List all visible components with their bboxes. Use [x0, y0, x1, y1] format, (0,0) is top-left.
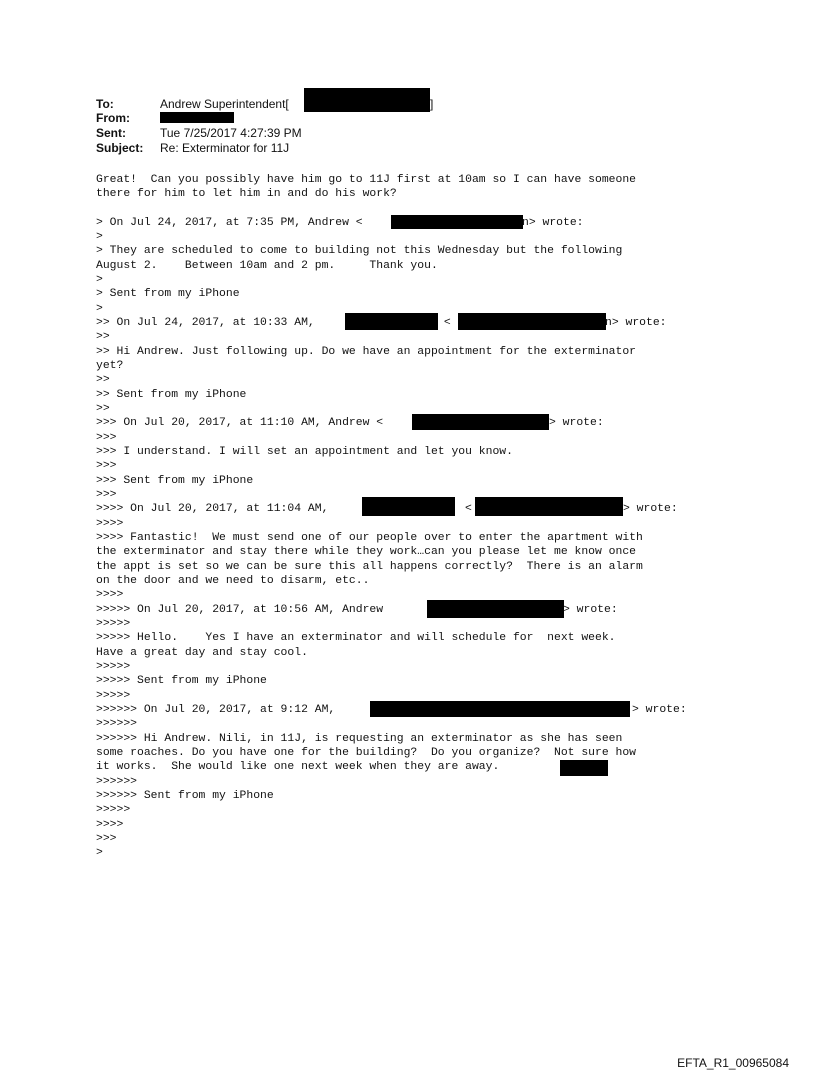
- to-label: To:: [96, 97, 114, 111]
- body-line: on the door and we need to disarm, etc..: [96, 575, 370, 587]
- body-line: >: [96, 847, 103, 859]
- body-line: >>>: [96, 460, 117, 472]
- body-line: >>>>>>: [96, 776, 138, 788]
- body-line: n> wrote:: [605, 317, 667, 329]
- body-line: the appt is set so we can be sure this all happens correctly? There is an alarm: [96, 561, 643, 573]
- redaction-box: [412, 414, 549, 430]
- body-line: >>>>>> Sent from my iPhone: [96, 790, 274, 802]
- body-line: >: [96, 231, 103, 243]
- body-line: August 2. Between 10am and 2 pm. Thank you.: [96, 260, 438, 272]
- body-line: n> wrote:: [522, 217, 584, 229]
- body-line: >>>>> Hello. Yes I have an exterminator and will schedule for next week.: [96, 632, 616, 644]
- body-line: <: [465, 503, 472, 515]
- redaction-box: [370, 701, 630, 717]
- body-line: > wrote:: [632, 704, 687, 716]
- body-line: >>>>: [96, 819, 124, 831]
- body-line: >>: [96, 331, 110, 343]
- body-line: >>>>>> On Jul 20, 2017, at 9:12 AM,: [96, 704, 336, 716]
- body-line: >>> Sent from my iPhone: [96, 475, 254, 487]
- body-line: >>> On Jul 20, 2017, at 11:10 AM, Andrew <: [96, 417, 384, 429]
- body-line: >>>>> On Jul 20, 2017, at 10:56 AM, Andrew: [96, 604, 384, 616]
- body-line: >>>>: [96, 589, 124, 601]
- body-line: there for him to let him in and do his work?: [96, 188, 397, 200]
- body-line: >>>>>> Hi Andrew. Nili, in 11J, is requesting an exterminator as she has seen: [96, 733, 623, 745]
- redaction-box: [345, 313, 438, 330]
- body-line: >>>>>>: [96, 718, 138, 730]
- body-line: > wrote:: [623, 503, 678, 515]
- body-line: >>>> Fantastic! We must send one of our people over to enter the apartment with: [96, 532, 643, 544]
- to-close-bracket: ]: [430, 97, 434, 111]
- redaction-box: [560, 760, 608, 776]
- body-line: <: [437, 317, 451, 329]
- body-line: Have a great day and stay cool.: [96, 647, 308, 659]
- body-line: >>>>>: [96, 618, 131, 630]
- body-line: >> Hi Andrew. Just following up. Do we have an appointment for the exterminator: [96, 346, 637, 358]
- body-line: some roaches. Do you have one for the building? Do you organize? Not sure how: [96, 747, 637, 759]
- body-line: >>>>> Sent from my iPhone: [96, 675, 267, 687]
- body-line: >>: [96, 403, 110, 415]
- body-line: yet?: [96, 360, 124, 372]
- body-line: >>>> On Jul 20, 2017, at 11:04 AM,: [96, 503, 329, 515]
- body-line: >>> I understand. I will set an appointment and let you know.: [96, 446, 513, 458]
- body-line: >>>: [96, 432, 117, 444]
- body-line: >> On Jul 24, 2017, at 10:33 AM,: [96, 317, 315, 329]
- body-line: > wrote:: [549, 417, 604, 429]
- body-line: > wrote:: [563, 604, 618, 616]
- body-line: >>>>: [96, 518, 124, 530]
- body-line: >> Sent from my iPhone: [96, 389, 247, 401]
- body-line: >>>: [96, 489, 117, 501]
- body-line: >>>: [96, 833, 117, 845]
- redaction-box: [304, 88, 430, 112]
- body-line: >: [96, 303, 103, 315]
- redaction-box: [427, 600, 564, 618]
- body-line: >>>>>: [96, 690, 131, 702]
- redaction-box: [475, 497, 623, 516]
- body-line: > They are scheduled to come to building not this Wednesday but the following: [96, 245, 623, 257]
- subject-value: Re: Exterminator for 11J: [160, 141, 290, 155]
- body-line: > Sent from my iPhone: [96, 288, 240, 300]
- sent-value: Tue 7/25/2017 4:27:39 PM: [160, 126, 302, 140]
- body-line: >>>>>: [96, 804, 131, 816]
- redaction-box: [391, 215, 523, 229]
- body-line: > On Jul 24, 2017, at 7:35 PM, Andrew <: [96, 217, 363, 229]
- body-line: >: [96, 274, 103, 286]
- from-label: From:: [96, 111, 130, 125]
- body-line: it works. She would like one next week when they are away.: [96, 761, 500, 773]
- redaction-box: [362, 497, 455, 516]
- sent-label: Sent:: [96, 126, 126, 140]
- body-line: >>>>>: [96, 661, 131, 673]
- body-line: Great! Can you possibly have him go to 11J first at 10am so I can have someone: [96, 174, 637, 186]
- subject-label: Subject:: [96, 141, 144, 155]
- body-line: >>: [96, 374, 110, 386]
- redaction-box: [458, 313, 606, 330]
- document-id: EFTA_R1_00965084: [677, 1056, 789, 1070]
- redaction-box: [160, 112, 234, 123]
- to-value: Andrew Superintendent[: [160, 97, 289, 111]
- body-line: the exterminator and stay there while they work…can you please let me know once: [96, 546, 637, 558]
